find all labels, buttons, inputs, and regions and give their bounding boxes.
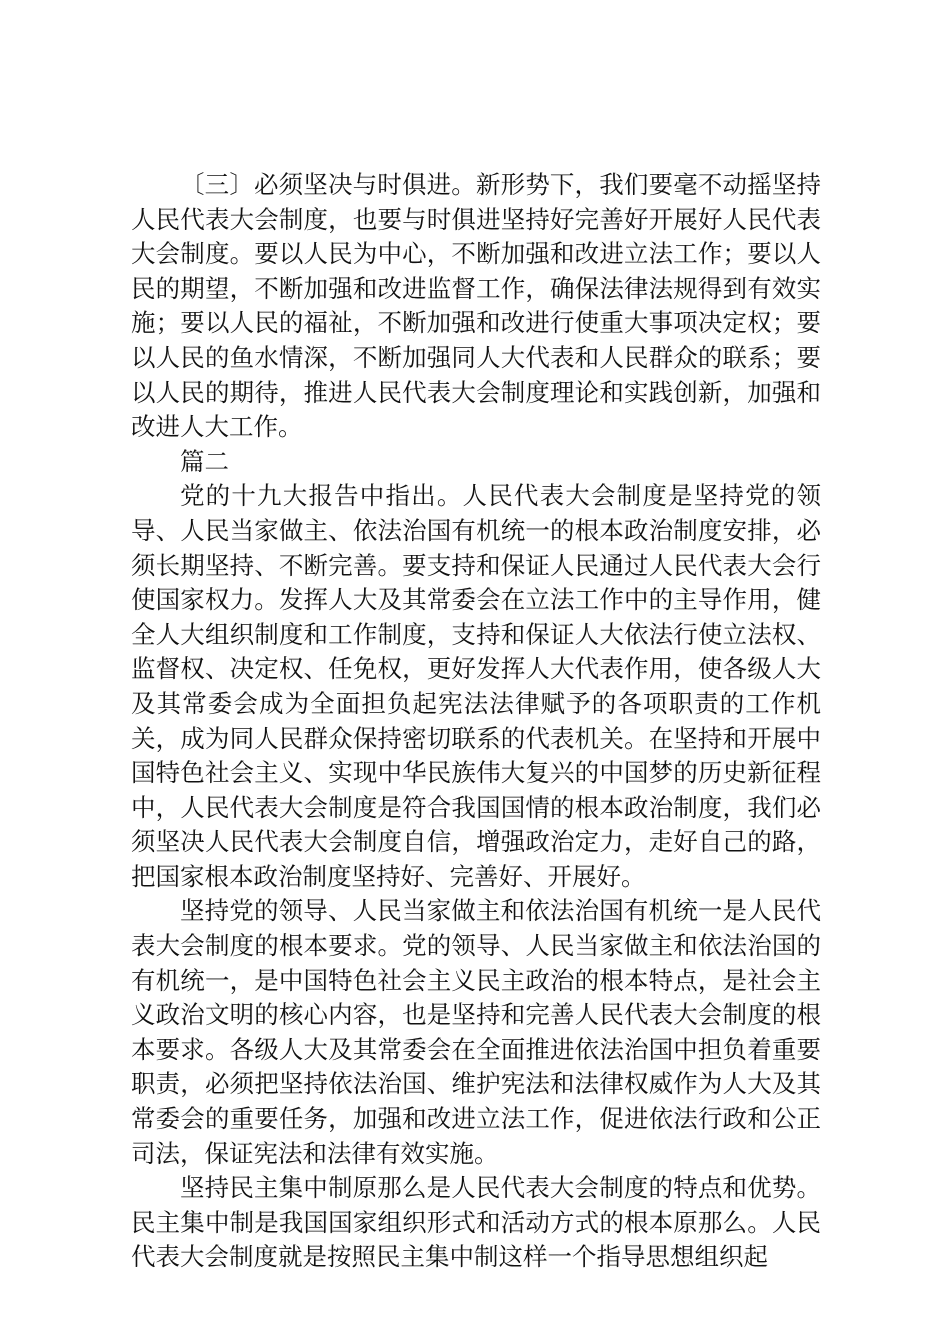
document-body xyxy=(131,168,821,1275)
paragraph-nineteenth-congress: 党的十九大报告中指出。人民代表大会制度是坚持党的领导、人民当家做主、依法治国有机统一的根本政治制度安排，必须长期坚持、不断完善。要支持和保证人民通过人民代表大会行使国家权力。发挥人大及其常委会在立法工作中的主导作用，健全人大组织制度和工作制度，支持和保证人大依法行使立法权、监督权、决定权、任免权，更好发挥人大代表作用，使各级人大及其常委会成为全面担负起宪法法律赋予的各项职责的工作机关，成为同人民群众保持密切联系的代表机关。在坚持和开展中国特色社会主义、实现中华民族伟大复兴的中国梦的历史新征程中，人民代表大会制度是符合我国国情的根本政治制度，我们必须坚决人民代表大会制度自信，增强政治定力，走好自己的路，把国家根本政治制度坚持好、完善好、开展好。 xyxy=(131,481,821,891)
paragraph-fundamental-requirement: 坚持党的领导、人民当家做主和依法治国有机统一是人民代表大会制度的根本要求。党的领导、人民当家做主和依法治国的有机统一，是中国特色社会主义民主政治的根本特点，是社会主义政治文明的核心内容，也是坚持和完善人民代表大会制度的根本要求。各级人大及其常委会在全面推进依法治国中担负着重要职责，必须把坚持依法治国、维护宪法和法律权威作为人大及其常委会的重要任务，加强和改进立法工作，促进依法行政和公正司法，保证宪法和法律有效实施。 xyxy=(131,896,821,1168)
paragraph-necessity-advance: 〔三〕必须坚决与时俱进。新形势下，我们要毫不动摇坚持人民代表大会制度，也要与时俱进坚持好完善好开展好人民代表大会制度。要以人民为中心，不断加强和改进立法工作；要以人民的期望，不断加强和改进监督工作，确保法律法规得到有效实施；要以人民的福祉，不断加强和改进行使重大事项决定权；要以人民的鱼水情深，不断加强同人大代表和人民群众的联系；要以人民的期待，推进人民代表大会制度理论和实践创新，加强和改进人大工作。 xyxy=(131,170,821,442)
section-heading-part-two: 篇二 xyxy=(180,446,229,476)
paragraph-democratic-centralism: 坚持民主集中制原那么是人民代表大会制度的特点和优势。民主集中制是我国国家组织形式和活动方式的根本原那么。人民代表大会制度就是按照民主集中制这样一个指导思想组织起 xyxy=(131,1173,821,1272)
